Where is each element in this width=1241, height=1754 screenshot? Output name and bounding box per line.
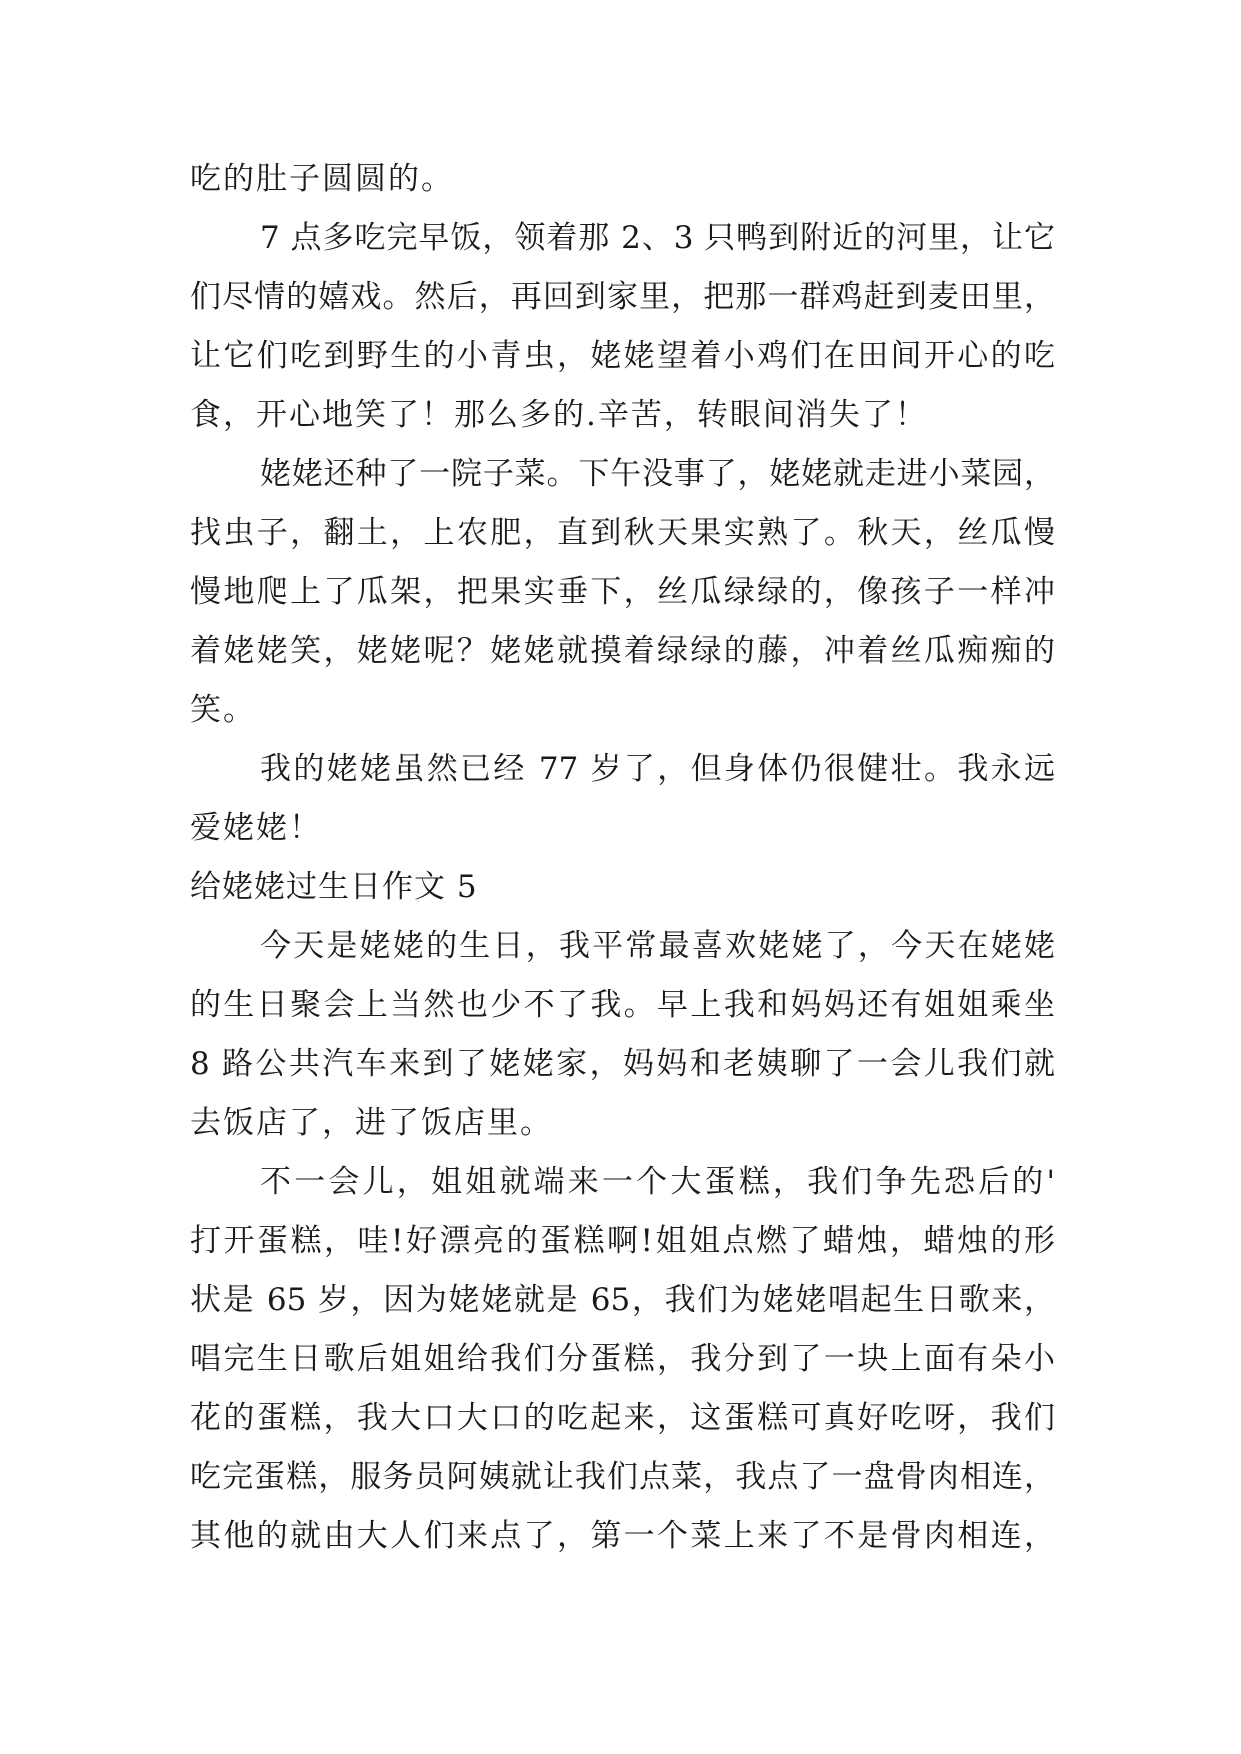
text-line: 去饭店了，进了饭店里。 <box>190 1105 553 1141</box>
text-line: 爱姥姥！ <box>190 810 322 846</box>
paragraph-ducks-chickens <box>190 209 1055 445</box>
text-line: 食，开心地笑了！那么多的.辛苦，转眼间消失了！ <box>190 397 928 433</box>
text-line: 姥姥还种了一院子菜。下午没事了，姥姥就走进小菜园， <box>260 456 1055 492</box>
text-line: 着姥姥笑，姥姥呢？姥姥就摸着绿绿的藤，冲着丝瓜痴痴的 <box>190 633 1055 669</box>
text-line: 8 路公共汽车来到了姥姥家，妈妈和老姨聊了一会儿我们就 <box>190 1046 1055 1082</box>
text-line: 唱完生日歌后姐姐给我们分蛋糕，我分到了一块上面有朵小 <box>190 1341 1055 1377</box>
text-line: 打开蛋糕，哇!好漂亮的蛋糕啊!姐姐点燃了蜡烛，蜡烛的形 <box>190 1223 1055 1259</box>
paragraph-continuation <box>190 150 1055 209</box>
text-line: 找虫子，翻土，上农肥，直到秋天果实熟了。秋天，丝瓜慢 <box>190 515 1055 551</box>
paragraph-vegetable-garden <box>190 445 1055 740</box>
paragraph-birthday-intro <box>190 917 1055 1153</box>
text-line: 状是 65 岁，因为姥姥就是 65，我们为姥姥唱起生日歌来， <box>190 1282 1055 1318</box>
text-line: 其他的就由大人们来点了，第一个菜上来了不是骨肉相连， <box>190 1518 1055 1554</box>
text-line: 我的姥姥虽然已经 77 岁了，但身体仍很健壮。我永远 <box>260 751 1055 787</box>
text-line: 们尽情的嬉戏。然后，再回到家里，把那一群鸡赶到麦田里， <box>190 279 1055 315</box>
text-line: 慢地爬上了瓜架，把果实垂下，丝瓜绿绿的，像孩子一样冲 <box>190 574 1055 610</box>
paragraph-birthday-cake <box>190 1153 1055 1566</box>
text-line: 笑。 <box>190 692 256 728</box>
text-line: 今天是姥姥的生日，我平常最喜欢姥姥了，今天在姥姥 <box>260 928 1055 964</box>
section-title: 给姥姥过生日作文 5 <box>190 869 478 905</box>
text-line: 的生日聚会上当然也少不了我。早上我和妈妈还有姐姐乘坐 <box>190 987 1055 1023</box>
text-line: 花的蛋糕，我大口大口的吃起来，这蛋糕可真好吃呀，我们 <box>190 1400 1055 1436</box>
text-line: 7 点多吃完早饭，领着那 2、3 只鸭到附近的河里，让它 <box>260 220 1055 256</box>
text-line: 不一会儿，姐姐就端来一个大蛋糕，我们争先恐后的' <box>260 1164 1055 1200</box>
text-line: 让它们吃到野生的小青虫，姥姥望着小鸡们在田间开心的吃 <box>190 338 1055 374</box>
essay-heading <box>190 858 1055 917</box>
paragraph-love-grandma <box>190 740 1055 858</box>
document-page <box>190 150 1055 1566</box>
text-line: 吃完蛋糕，服务员阿姨就让我们点菜，我点了一盘骨肉相连， <box>190 1459 1055 1495</box>
text-line: 吃的肚子圆圆的。 <box>190 161 454 197</box>
